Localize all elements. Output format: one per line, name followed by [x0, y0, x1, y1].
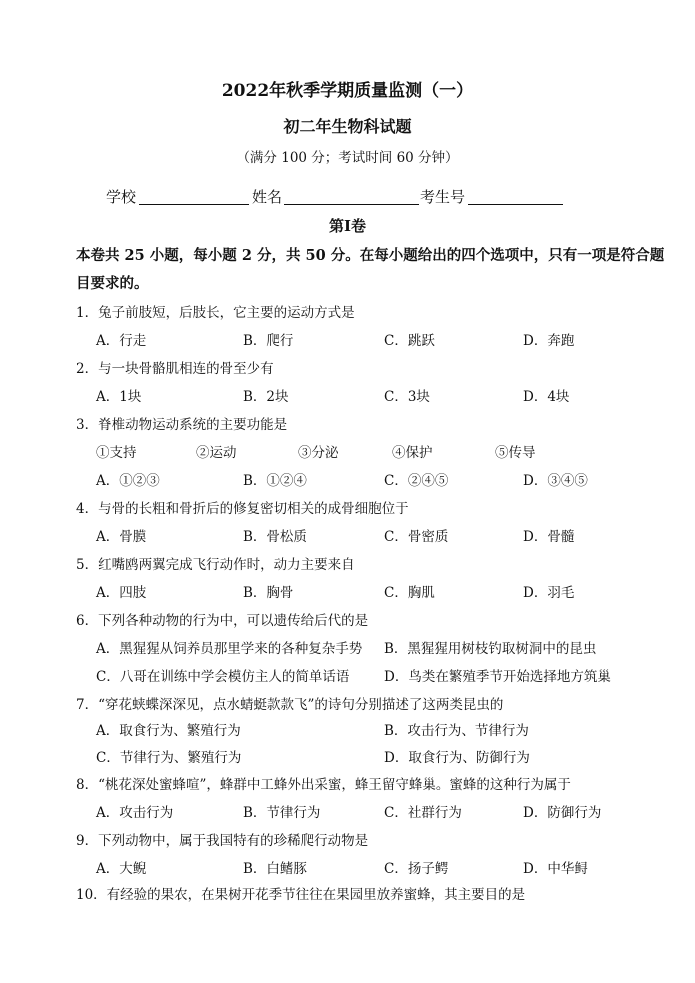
option-a[interactable]: A．黑猩猩从饲养员那里学来的各种复杂手势 — [96, 641, 363, 657]
option-d[interactable]: D．取食行为、防御行为 — [384, 750, 530, 766]
id-field[interactable] — [468, 186, 563, 205]
option-d[interactable]: D．③④⑤ — [523, 473, 588, 489]
list-item: ①支持 — [96, 445, 137, 461]
option-b[interactable]: B．2块 — [243, 389, 289, 405]
option-c[interactable]: C．社群行为 — [384, 805, 462, 821]
option-b[interactable]: B．骨松质 — [243, 529, 307, 545]
exam-title: 2022年秋季学期质量监测（一） — [221, 81, 474, 101]
option-a[interactable]: A．1块 — [96, 389, 142, 405]
exam-subject: 初二年生物科试题 — [283, 117, 412, 136]
option-b[interactable]: B．①②④ — [243, 473, 307, 489]
option-d[interactable]: D．鸟类在繁殖季节开始选择地方筑巢 — [384, 669, 611, 685]
question-stem: 3．脊椎动物运动系统的主要功能是 — [76, 417, 288, 433]
option-b[interactable]: B．胸骨 — [243, 585, 294, 601]
option-d[interactable]: D．奔跑 — [523, 333, 575, 349]
option-d[interactable]: D．中华鲟 — [523, 861, 588, 877]
option-c[interactable]: C．八哥在训练中学会模仿主人的简单话语 — [96, 669, 350, 685]
exam-note: （满分 100 分；考试时间 60 分钟） — [236, 150, 459, 166]
option-c[interactable]: C．节律行为、繁殖行为 — [96, 750, 242, 766]
school-field[interactable] — [139, 186, 249, 205]
question-stem: 4．与骨的长粗和骨折后的修复密切相关的成骨细胞位于 — [76, 501, 409, 517]
section-instruction: 本卷共 25 小题，每小题 2 分，共 50 分。在每小题给出的四个选项中，只有一项是符合题 — [76, 247, 665, 264]
option-d[interactable]: D．羽毛 — [523, 585, 575, 601]
list-item: ③分泌 — [298, 445, 339, 461]
option-c[interactable]: C．骨密质 — [384, 529, 449, 545]
list-item: ②运动 — [196, 445, 237, 461]
list-item: ⑤传导 — [495, 445, 536, 461]
option-a[interactable]: A．四肢 — [96, 585, 147, 601]
option-c[interactable]: C．跳跃 — [384, 333, 435, 349]
option-c[interactable]: C．②④⑤ — [384, 473, 449, 489]
school-label: 学校 — [106, 188, 137, 206]
option-a[interactable]: A．①②③ — [96, 473, 160, 489]
question-stem: 5．红嘴鸥两翼完成飞行动作时，动力主要来自 — [76, 557, 355, 573]
section-title: 第Ⅰ卷 — [328, 217, 367, 235]
question-stem: 7．“穿花蛱蝶深深见，点水蜻蜓款款飞”的诗句分别描述了这两类昆虫的 — [76, 697, 504, 713]
question-stem: 10．有经验的果农，在果树开花季节往往在果园里放养蜜蜂，其主要目的是 — [76, 887, 526, 903]
question-stem: 9．下列动物中，属于我国特有的珍稀爬行动物是 — [76, 833, 369, 849]
option-d[interactable]: D．4块 — [523, 389, 570, 405]
option-d[interactable]: D．防御行为 — [523, 805, 602, 821]
option-b[interactable]: B．黑猩猩用树枝钓取树洞中的昆虫 — [384, 641, 597, 657]
question-stem: 1．兔子前肢短，后肢长，它主要的运动方式是 — [76, 305, 355, 321]
name-field[interactable] — [284, 186, 419, 205]
option-a[interactable]: A．攻击行为 — [96, 805, 174, 821]
option-d[interactable]: D．骨髓 — [523, 529, 575, 545]
option-a[interactable]: A．行走 — [96, 333, 147, 349]
list-item: ④保护 — [392, 445, 433, 461]
option-c[interactable]: C．扬子鳄 — [384, 861, 449, 877]
option-c[interactable]: C．胸肌 — [384, 585, 435, 601]
question-stem: 8．“桃花深处蜜蜂喧”，蜂群中工蜂外出采蜜，蜂王留守蜂巢。蜜蜂的这种行为属于 — [76, 777, 571, 793]
question-stem: 6．下列各种动物的行为中，可以遗传给后代的是 — [76, 613, 369, 629]
option-a[interactable]: A．骨膜 — [96, 529, 147, 545]
id-label: 考生号 — [420, 188, 466, 206]
name-label: 姓名 — [252, 188, 283, 206]
option-b[interactable]: B．节律行为 — [243, 805, 321, 821]
option-b[interactable]: B．攻击行为、节律行为 — [384, 723, 529, 739]
question-stem: 2．与一块骨骼肌相连的骨至少有 — [76, 361, 274, 377]
option-a[interactable]: A．大鲵 — [96, 861, 147, 877]
option-b[interactable]: B．白鳍豚 — [243, 861, 307, 877]
section-instruction: 目要求的。 — [76, 275, 149, 292]
option-c[interactable]: C．3块 — [384, 389, 430, 405]
option-b[interactable]: B．爬行 — [243, 333, 294, 349]
option-a[interactable]: A．取食行为、繁殖行为 — [96, 723, 241, 739]
